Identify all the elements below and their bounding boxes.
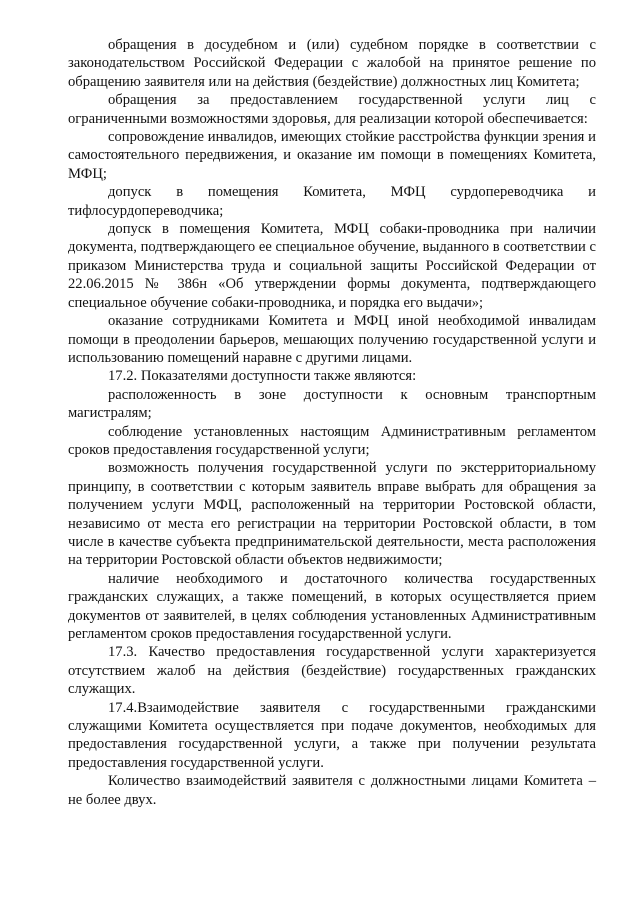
paragraph-section-17-3: 17.3. Качество предоставления государственной услуги характеризуется отсутствием жалоб на действия (бездействие) государственных гражданских служащих.: [68, 644, 596, 698]
paragraph-complaint-appeal: обращения в досудебном и (или) судебном порядке в соответствии с законодательством Российской Федерации с жалобой на принятое решение по обращению заявителя или на действия (бездействие) должностных лиц Комитета;: [68, 37, 596, 90]
paragraph-transport-access: расположенность в зоне доступности к основным транспортным магистралям;: [68, 386, 596, 422]
paragraph-disabled-access: обращения за предоставлением государственной услуги лиц с ограниченными возможностями здоровья, для реализации которой обеспечивается:: [68, 92, 596, 127]
paragraph-extraterritorial: возможность получения государственной услуги по экстерриториальному принципу, в соответствии с которым заявитель вправе выбрать для обращения за получением услуги МФЦ, расположенный на территории Ростовской области, независимо от места его регистрации на территории Ростовской области, в том числе в качестве субъекта предпринимательской деятельности, места расположения на территории Ростовской области объектов недвижимости;: [68, 460, 596, 569]
document-page: [68, 36, 596, 809]
paragraph-staffing: наличие необходимого и достаточного количества государственных гражданских служащих, а также помещений, в которых осуществляется прием документов от заявителей, в целях соблюдения установленных Административным регламентом сроков предоставления государственной услуги.: [68, 570, 596, 642]
paragraph-deadlines: соблюдение установленных настоящим Административным регламентом сроков предоставления государственной услуги;: [68, 423, 596, 458]
paragraph-sign-interpreter: допуск в помещения Комитета, МФЦ сурдопереводчика и тифлосурдопереводчика;: [68, 184, 596, 219]
paragraph-other-assistance: оказание сотрудниками Комитета и МФЦ иной необходимой инвалидам помощи в преодолении барьеров, мешающих получению государственной услуги и использованию помещений наравне с другими лицами.: [68, 313, 596, 366]
paragraph-section-17-4: 17.4.Взаимодействие заявителя с государственными гражданскими служащими Комитета осуществляется при подаче документов, необходимых для предоставления государственной услуги, а также при получении результата предоставления государственной услуги.: [68, 699, 596, 771]
paragraph-interaction-count: Количество взаимодействий заявителя с должностными лицами Комитета – не более двух.: [68, 773, 596, 808]
paragraph-accompaniment: сопровождение инвалидов, имеющих стойкие расстройства функции зрения и самостоятельного передвижения, и оказание им помощи в помещениях Комитета, МФЦ;: [68, 129, 596, 182]
paragraph-section-17-2: 17.2. Показателями доступности также являются:: [108, 368, 417, 385]
paragraph-guide-dog: допуск в помещения Комитета, МФЦ собаки-проводника при наличии документа, подтверждающего ее специальное обучение, выданного в соответствии с приказом Министерства труда и социальной защиты Российской Федерации от 22.06.2015 № 386н «Об утверждении формы документа, подтверждающего специальное обучение собаки-проводника, и порядка его выдачи»;: [68, 221, 596, 311]
